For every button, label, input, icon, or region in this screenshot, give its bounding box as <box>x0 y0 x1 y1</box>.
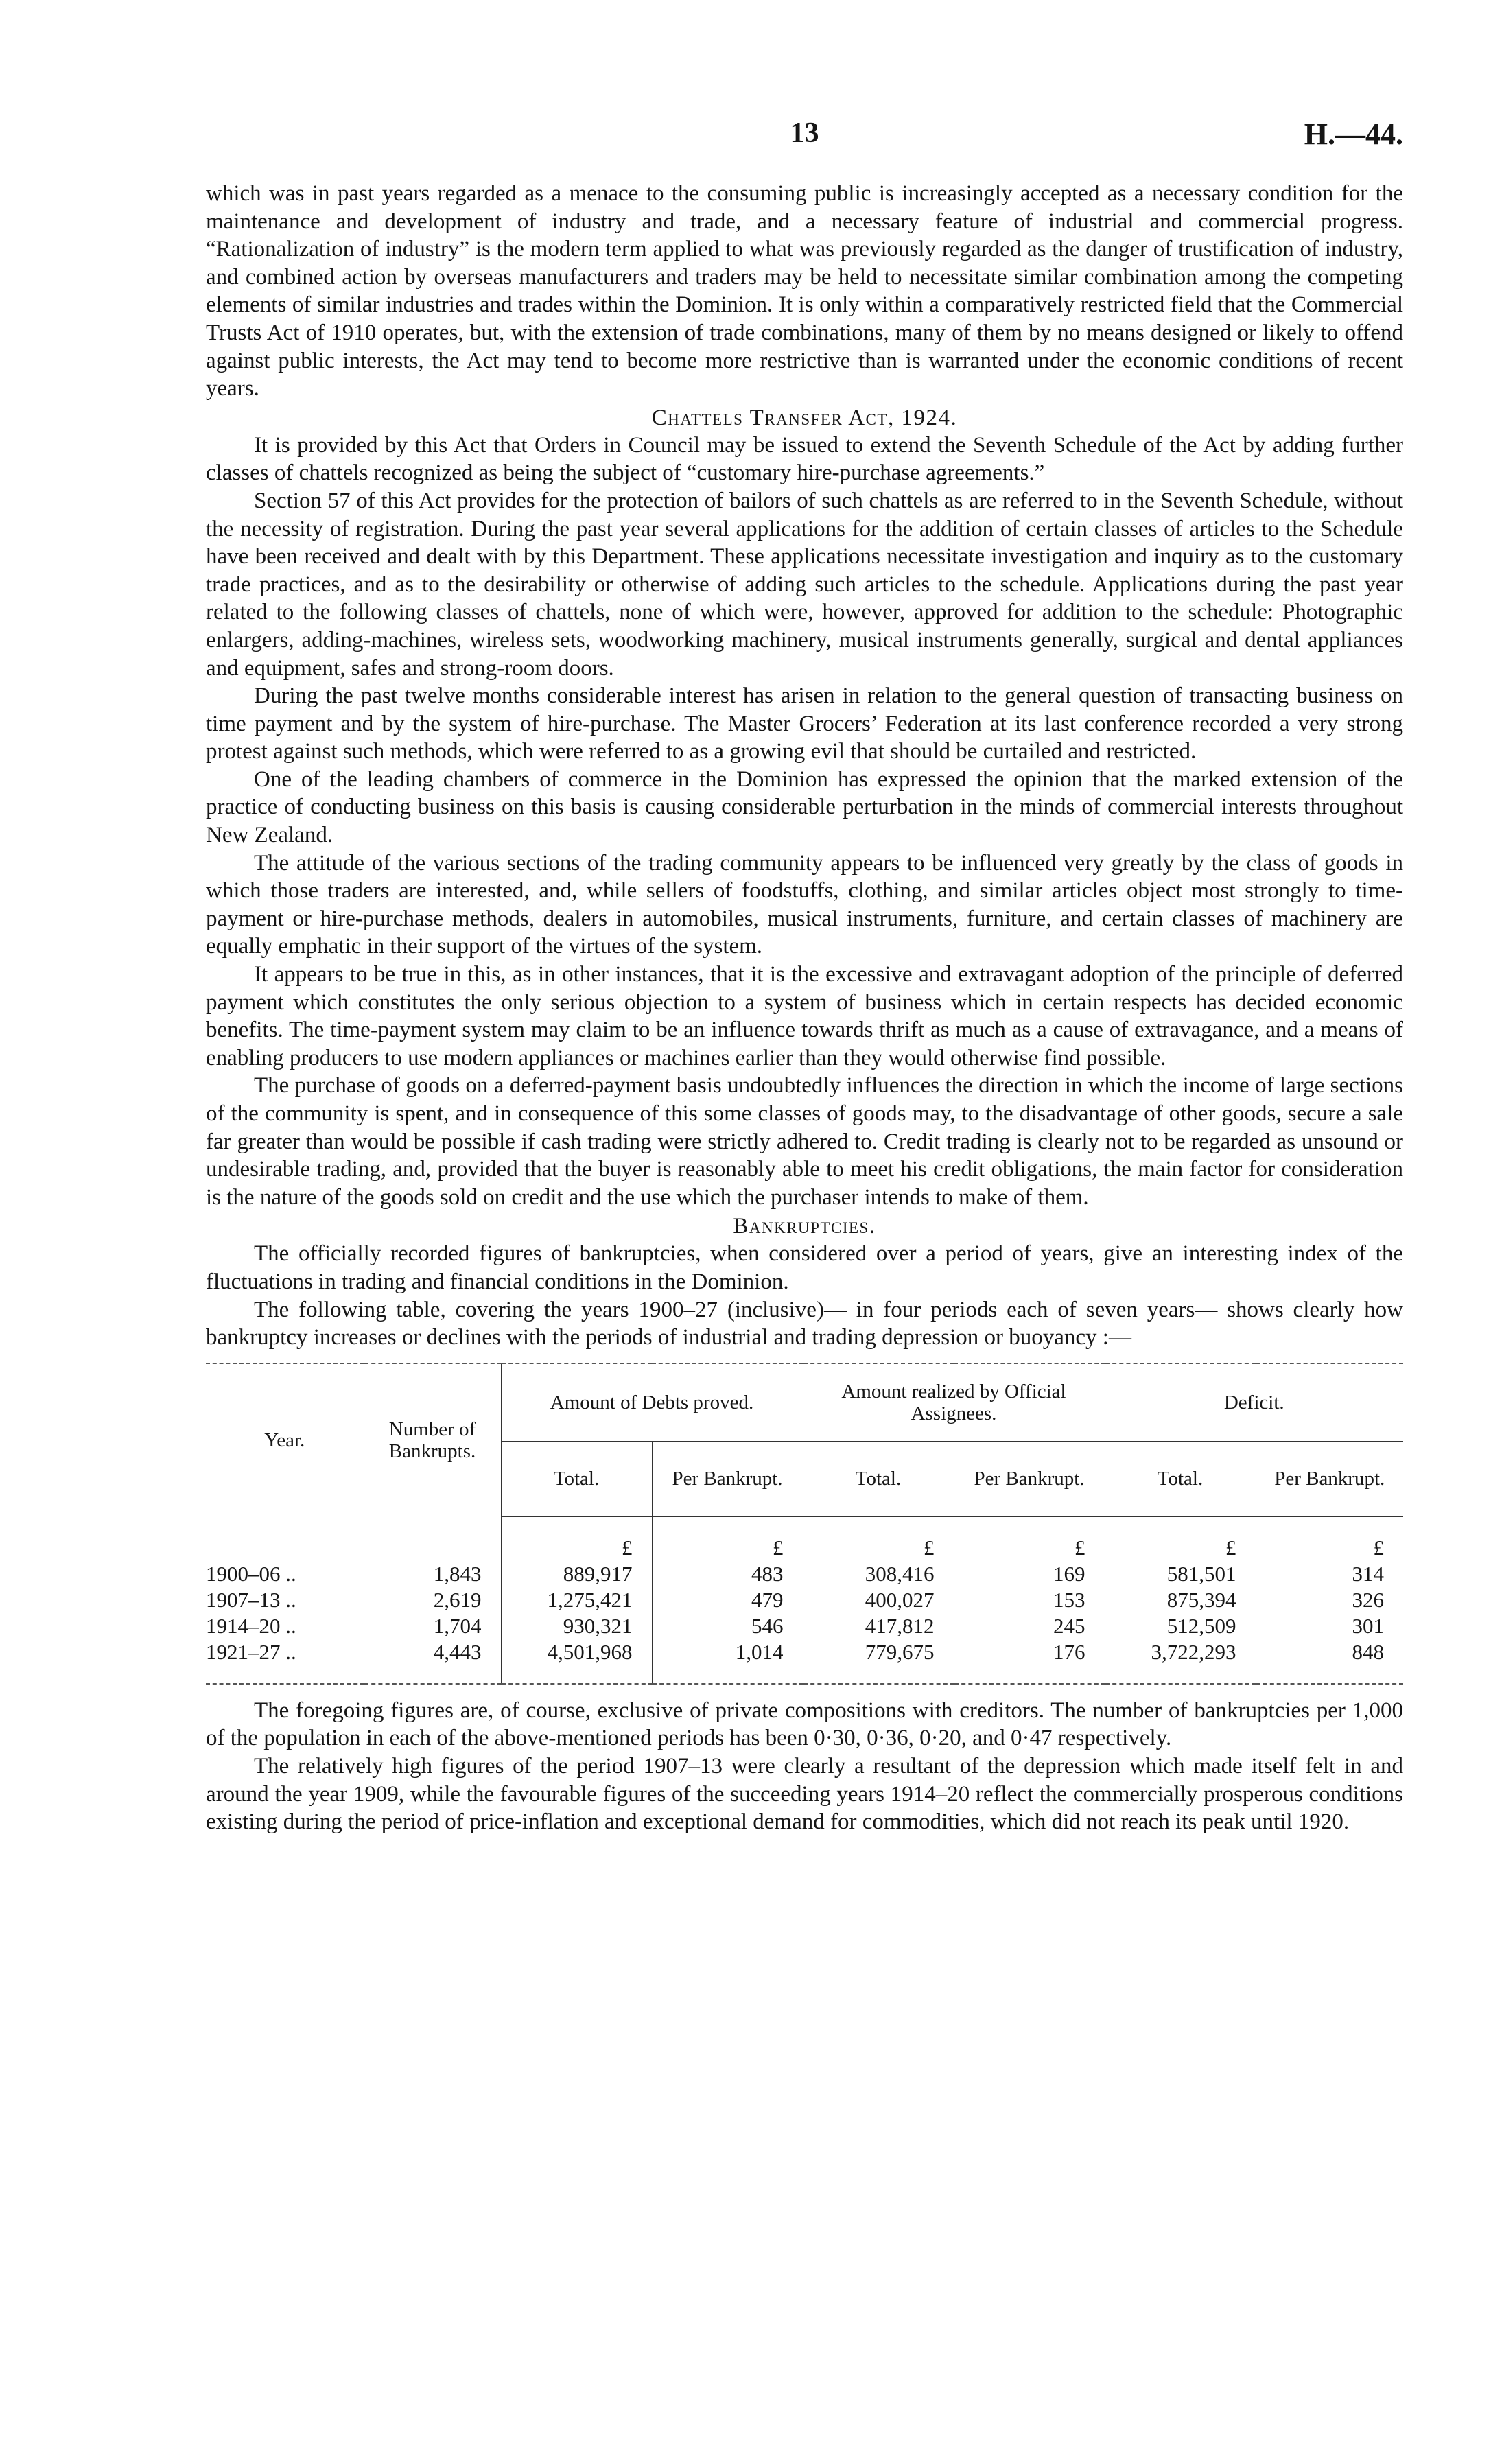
page-number: 13 <box>790 117 819 149</box>
realized-per-cell: 169 <box>954 1561 1105 1587</box>
deficit-total-cell: 875,394 <box>1105 1587 1256 1613</box>
debts-total-cell: 889,917 <box>501 1561 652 1587</box>
paragraph: One of the leading chambers of commerce in the Dominion has expressed the opinion that the marked extension of the practice of conducting business on this basis is causing considerable perturbation in the minds of commercial interests throughout New Zealand. <box>206 766 1403 848</box>
number-cell: 4,443 <box>364 1639 501 1684</box>
table-row <box>206 1639 1403 1684</box>
paragraph: It appears to be true in this, as in other instances, that it is the excessive and extravagant adoption of the principle of deferred payment which constitutes the only serious objection to a system of business which in certain respects has decided economic benefits. The time-payment system may claim to be an influence towards thrift as much as a cause of extravagance, and a means of enabling producers to use modern appliances or machines earlier than they would otherwise find possible. <box>206 962 1403 1070</box>
realized-per-cell: 245 <box>954 1613 1105 1639</box>
deficit-per-cell: 848 <box>1256 1639 1403 1684</box>
paragraph: The following table, covering the years 1900–27 (inclusive)— in four periods each of seven years— shows clearly how bankruptcy increases or declines with the periods of industrial and trading depression or buoyancy :— <box>206 1297 1403 1350</box>
realized-total-cell: 308,416 <box>803 1561 954 1587</box>
unit-label: £ <box>954 1516 1105 1561</box>
col-header-per-bankrupt: Per Bankrupt. <box>954 1441 1105 1516</box>
year-cell: 1900–06 <box>206 1561 281 1586</box>
table-row <box>206 1587 1403 1613</box>
paragraph: The attitude of the various sections of the trading community appears to be influenced very greatly by the class of goods in which those traders are interested, and, while sellers of foodstuffs, clothing, and similar articles object most strongly to time-payment or hire-purchase methods, dealers in automobiles, musical instruments, furniture, and certain classes of machinery are equally emphatic in their support of the virtues of the system. <box>206 850 1403 959</box>
leader-dots: .. <box>285 1587 296 1612</box>
deficit-total-cell: 512,509 <box>1105 1613 1256 1639</box>
realized-per-cell: 176 <box>954 1639 1105 1684</box>
col-header-per-bankrupt: Per Bankrupt. <box>652 1441 803 1516</box>
year-cell: 1907–13 <box>206 1587 281 1612</box>
section-heading-chattels: Chattels Transfer Act, 1924. <box>651 405 958 430</box>
realized-total-cell: 417,812 <box>803 1613 954 1639</box>
realized-total-cell: 400,027 <box>803 1587 954 1613</box>
col-header-total: Total. <box>501 1441 652 1516</box>
page-header <box>206 117 1403 158</box>
paragraph: The foregoing figures are, of course, exclusive of private compositions with creditors. The number of bankruptcies per 1,000 of the population in each of the above-mentioned periods has been 0·30, 0·36, 0·20, and 0·47 respectively. <box>206 1698 1403 1751</box>
leader-dots: .. <box>285 1639 296 1664</box>
deficit-per-cell: 301 <box>1256 1613 1403 1639</box>
col-header-total: Total. <box>803 1441 954 1516</box>
debts-total-cell: 4,501,968 <box>501 1639 652 1684</box>
col-header-number: Number of Bankrupts. <box>364 1363 501 1516</box>
paragraph: The officially recorded figures of bankruptcies, when considered over a period of years, give an interesting index of the fluctuations in trading and financial conditions in the Dominion. <box>206 1241 1403 1294</box>
leader-dots: .. <box>285 1613 296 1638</box>
deficit-total-cell: 3,722,293 <box>1105 1639 1256 1684</box>
debts-total-cell: 1,275,421 <box>501 1587 652 1613</box>
paragraph-intro: which was in past years regarded as a menace to the consuming public is increasingly accepted as a necessary condition for the maintenance and development of industry and trade, and a necessary feature of industrial and commercial progress. “Rationalization of industry” is the modern term applied to what was previously regarded as the danger of trustification of industry, and combined action by overseas manufacturers and traders may be held to necessitate similar combination among the competing elements of similar industries and trades within the Dominion. It is only within a comparatively restricted field that the Commercial Trusts Act of 1910 operates, but, with the extension of trade combinations, many of them by no means designed or likely to offend against public interests, the Act may tend to become more restrictive than is warranted under the economic conditions of recent years. <box>206 181 1403 401</box>
bankruptcy-table <box>206 1363 1403 1685</box>
debts-per-cell: 483 <box>652 1561 803 1587</box>
deficit-per-cell: 326 <box>1256 1587 1403 1613</box>
col-header-year: Year. <box>206 1363 364 1516</box>
col-header-per-bankrupt: Per Bankrupt. <box>1256 1441 1403 1516</box>
paragraph: Section 57 of this Act provides for the protection of bailors of such chattels as are referred to in the Seventh Schedule, without the necessity of registration. During the past year several applications for the addition of certain classes of articles to the Schedule have been received and dealt with by this Department. These applications necessitate investigation and inquiry as to the customary trade practices, and as to the desirability or otherwise of adding such articles to the schedule. Applications during the past year related to the following classes of chattels, none of which were, however, approved for addition to the schedule: Photographic enlargers, adding-machines, wireless sets, woodworking machinery, musical instruments generally, surgical and dental appliances and equipment, safes and strong-room doors. <box>206 488 1403 681</box>
document-code: H.—44. <box>1304 117 1403 151</box>
debts-per-cell: 479 <box>652 1587 803 1613</box>
leader-dots: .. <box>285 1561 296 1586</box>
col-header-total: Total. <box>1105 1441 1256 1516</box>
debts-per-cell: 1,014 <box>652 1639 803 1684</box>
deficit-per-cell: 314 <box>1256 1561 1403 1587</box>
debts-total-cell: 930,321 <box>501 1613 652 1639</box>
page-body <box>206 180 1403 1836</box>
unit-label: £ <box>803 1516 954 1561</box>
col-header-deficit: Deficit. <box>1105 1363 1403 1442</box>
number-cell: 1,843 <box>364 1561 501 1587</box>
table-units-row <box>206 1516 1403 1561</box>
realized-per-cell: 153 <box>954 1587 1105 1613</box>
paragraph: The relatively high figures of the period 1907–13 were clearly a resultant of the depression which made itself felt in and around the year 1909, while the favourable figures of the succeeding years 1914–20 reflect the commercially prosperous conditions existing during the period of price-inflation and exceptional demand for commodities, which did not reach its peak until 1920. <box>206 1753 1403 1835</box>
paragraph: During the past twelve months considerable interest has arisen in relation to the general question of transacting business on time payment and by the system of hire-purchase. The Master Grocers’ Federation at its last conference recorded a very strong protest against such methods, which were referred to as a growing evil that should be curtailed and restricted. <box>206 683 1403 764</box>
unit-label: £ <box>1256 1516 1403 1561</box>
table-row <box>206 1561 1403 1587</box>
year-cell: 1921–27 <box>206 1639 281 1664</box>
realized-total-cell: 779,675 <box>803 1639 954 1684</box>
col-header-debts: Amount of Debts proved. <box>501 1363 803 1442</box>
number-cell: 2,619 <box>364 1587 501 1613</box>
paragraph: It is provided by this Act that Orders in Council may be issued to extend the Seventh Schedule of the Act by adding further classes of chattels recognized as being the subject of “customary hire-purchase agreements.” <box>206 432 1403 486</box>
col-header-realized: Amount realized by Official Assignees. <box>803 1363 1105 1442</box>
table-row <box>206 1613 1403 1639</box>
deficit-total-cell: 581,501 <box>1105 1561 1256 1587</box>
debts-per-cell: 546 <box>652 1613 803 1639</box>
unit-label: £ <box>652 1516 803 1561</box>
year-cell: 1914–20 <box>206 1613 281 1638</box>
paragraph: The purchase of goods on a deferred-payment basis undoubtedly influences the direction in which the income of large sections of the community is spent, and in consequence of this some classes of goods may, to the disadvantage of other goods, secure a sale far greater than would be possible if cash trading were strictly adhered to. Credit trading is clearly not to be regarded as unsound or undesirable trading, and, provided that the buyer is reasonably able to meet his credit obligations, the main factor for consideration is the nature of the goods sold on credit and the use which the purchaser intends to make of them. <box>206 1073 1403 1210</box>
unit-label: £ <box>501 1516 652 1561</box>
number-cell: 1,704 <box>364 1613 501 1639</box>
unit-label: £ <box>1105 1516 1256 1561</box>
section-heading-bankruptcies: Bankruptcies. <box>733 1214 876 1239</box>
